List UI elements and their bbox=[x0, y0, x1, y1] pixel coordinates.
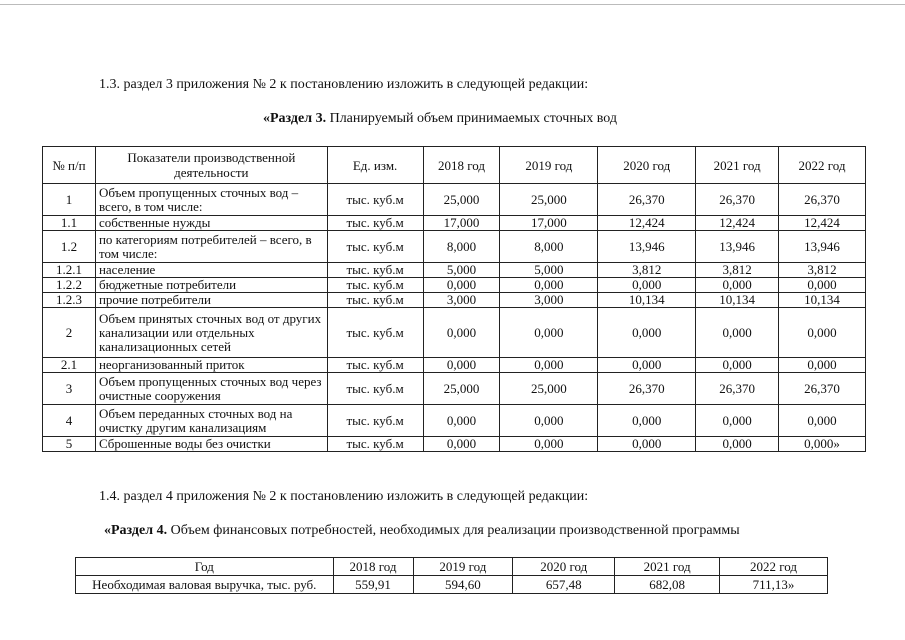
row-indicator: по категориям потребителей – всего, в том числе: bbox=[95, 231, 327, 263]
row-value-2022: 0,000 bbox=[779, 278, 866, 293]
row-value-2022: 3,812 bbox=[779, 263, 866, 278]
row-value-2021: 26,370 bbox=[696, 184, 779, 216]
row-value-2018: 17,000 bbox=[423, 216, 500, 231]
row-value-2020: 0,000 bbox=[598, 358, 696, 373]
table-row bbox=[43, 293, 866, 308]
row-value-2022: 12,424 bbox=[779, 216, 866, 231]
table-row bbox=[43, 437, 866, 452]
table4-header-2021: 2021 год bbox=[615, 558, 720, 576]
revenue-2020: 657,48 bbox=[513, 576, 615, 594]
row-value-2018: 25,000 bbox=[423, 373, 500, 405]
row-value-2018: 0,000 bbox=[423, 308, 500, 358]
col-header-2018: 2018 год bbox=[423, 147, 500, 184]
row-value-2022: 13,946 bbox=[779, 231, 866, 263]
row-value-2022: 0,000 bbox=[779, 405, 866, 437]
row-value-2019: 0,000 bbox=[500, 405, 598, 437]
table-row bbox=[43, 184, 866, 216]
row-number: 1.2 bbox=[43, 231, 96, 263]
table4-header-year: Год bbox=[76, 558, 334, 576]
page-top-edge bbox=[0, 4, 905, 5]
section-4-title bbox=[104, 523, 740, 539]
table3-header-row bbox=[43, 147, 866, 184]
table-row bbox=[43, 263, 866, 278]
row-value-2022: 10,134 bbox=[779, 293, 866, 308]
row-value-2021: 26,370 bbox=[696, 373, 779, 405]
row-value-2021: 0,000 bbox=[696, 405, 779, 437]
row-number: 1 bbox=[43, 184, 96, 216]
row-indicator: Объем пропущенных сточных вод через очистные сооружения bbox=[95, 373, 327, 405]
row-indicator: Сброшенные воды без очистки bbox=[95, 437, 327, 452]
section-3-title-rest: Планируемый объем принимаемых сточных вод bbox=[326, 111, 617, 126]
row-value-2019: 0,000 bbox=[500, 437, 598, 452]
row-value-2020: 0,000 bbox=[598, 437, 696, 452]
row-unit: тыс. куб.м bbox=[327, 184, 423, 216]
revenue-2019: 594,60 bbox=[413, 576, 513, 594]
table-row bbox=[43, 358, 866, 373]
row-unit: тыс. куб.м bbox=[327, 358, 423, 373]
col-header-unit: Ед. изм. bbox=[327, 147, 423, 184]
row-value-2018: 5,000 bbox=[423, 263, 500, 278]
revenue-2018: 559,91 bbox=[333, 576, 413, 594]
row-value-2018: 0,000 bbox=[423, 405, 500, 437]
row-value-2022: 26,370 bbox=[779, 373, 866, 405]
row-unit: тыс. куб.м bbox=[327, 373, 423, 405]
table4-revenue-row bbox=[76, 576, 828, 594]
row-unit: тыс. куб.м bbox=[327, 278, 423, 293]
row-value-2019: 17,000 bbox=[500, 216, 598, 231]
row-value-2019: 3,000 bbox=[500, 293, 598, 308]
col-header-2022: 2022 год bbox=[779, 147, 866, 184]
row-value-2021: 0,000 bbox=[696, 278, 779, 293]
table-row bbox=[43, 308, 866, 358]
row-number: 4 bbox=[43, 405, 96, 437]
row-value-2019: 25,000 bbox=[500, 373, 598, 405]
row-indicator: бюджетные потребители bbox=[95, 278, 327, 293]
row-indicator: прочие потребители bbox=[95, 293, 327, 308]
row-value-2020: 26,370 bbox=[598, 373, 696, 405]
row-value-2021: 0,000 bbox=[696, 437, 779, 452]
row-number: 3 bbox=[43, 373, 96, 405]
col-header-2021: 2021 год bbox=[696, 147, 779, 184]
table4-header-2019: 2019 год bbox=[413, 558, 513, 576]
table4-header-2020: 2020 год bbox=[513, 558, 615, 576]
section-4-title-rest: Объем финансовых потребностей, необходимых для реализации производственной программы bbox=[167, 523, 740, 538]
row-number: 1.1 bbox=[43, 216, 96, 231]
row-value-2022: 26,370 bbox=[779, 184, 866, 216]
row-number: 5 bbox=[43, 437, 96, 452]
section-1-3-text: 1.3. раздел 3 приложения № 2 к постановлению изложить в следующей редакции: bbox=[99, 77, 589, 92]
row-value-2021: 0,000 bbox=[696, 308, 779, 358]
row-number: 2 bbox=[43, 308, 96, 358]
table-row bbox=[43, 405, 866, 437]
revenue-2021: 682,08 bbox=[615, 576, 720, 594]
row-value-2018: 3,000 bbox=[423, 293, 500, 308]
row-value-2018: 8,000 bbox=[423, 231, 500, 263]
row-value-2020: 0,000 bbox=[598, 405, 696, 437]
row-indicator: Объем пропущенных сточных вод – всего, в том числе: bbox=[95, 184, 327, 216]
row-value-2019: 0,000 bbox=[500, 278, 598, 293]
financial-needs-table bbox=[75, 557, 828, 594]
col-header-indicator: Показатели производственной деятельности bbox=[95, 147, 327, 184]
row-value-2019: 0,000 bbox=[500, 308, 598, 358]
row-value-2020: 3,812 bbox=[598, 263, 696, 278]
row-value-2019: 8,000 bbox=[500, 231, 598, 263]
row-number: 1.2.3 bbox=[43, 293, 96, 308]
row-unit: тыс. куб.м bbox=[327, 216, 423, 231]
row-number: 1.2.1 bbox=[43, 263, 96, 278]
row-unit: тыс. куб.м bbox=[327, 231, 423, 263]
row-value-2019: 25,000 bbox=[500, 184, 598, 216]
row-indicator: Объем принятых сточных вод от других канализации или отдельных канализационных сетей bbox=[95, 308, 327, 358]
col-header-num: № п/п bbox=[43, 147, 96, 184]
row-unit: тыс. куб.м bbox=[327, 308, 423, 358]
row-value-2018: 25,000 bbox=[423, 184, 500, 216]
table4-header-2022: 2022 год bbox=[720, 558, 828, 576]
row-value-2021: 13,946 bbox=[696, 231, 779, 263]
row-value-2021: 0,000 bbox=[696, 358, 779, 373]
section-4-title-bold: «Раздел 4. bbox=[104, 523, 168, 538]
row-indicator: неорганизованный приток bbox=[95, 358, 327, 373]
row-value-2020: 10,134 bbox=[598, 293, 696, 308]
row-value-2021: 12,424 bbox=[696, 216, 779, 231]
row-value-2020: 0,000 bbox=[598, 308, 696, 358]
table4-header-2018: 2018 год bbox=[333, 558, 413, 576]
wastewater-volume-table bbox=[42, 146, 866, 452]
table-row bbox=[43, 231, 866, 263]
table-row bbox=[43, 278, 866, 293]
row-value-2020: 12,424 bbox=[598, 216, 696, 231]
table-row bbox=[43, 216, 866, 231]
table-row bbox=[43, 373, 866, 405]
row-unit: тыс. куб.м bbox=[327, 293, 423, 308]
row-value-2019: 0,000 bbox=[500, 358, 598, 373]
row-value-2022: 0,000» bbox=[779, 437, 866, 452]
row-value-2018: 0,000 bbox=[423, 278, 500, 293]
row-unit: тыс. куб.м bbox=[327, 263, 423, 278]
row-value-2020: 26,370 bbox=[598, 184, 696, 216]
row-indicator: население bbox=[95, 263, 327, 278]
row-value-2022: 0,000 bbox=[779, 358, 866, 373]
row-value-2020: 0,000 bbox=[598, 278, 696, 293]
section-3-title-bold: «Раздел 3. bbox=[263, 111, 327, 126]
row-indicator: собственные нужды bbox=[95, 216, 327, 231]
row-value-2018: 0,000 bbox=[423, 358, 500, 373]
row-number: 2.1 bbox=[43, 358, 96, 373]
revenue-label: Необходимая валовая выручка, тыс. руб. bbox=[76, 576, 334, 594]
revenue-2022: 711,13» bbox=[720, 576, 828, 594]
row-unit: тыс. куб.м bbox=[327, 437, 423, 452]
section-1-4-text: 1.4. раздел 4 приложения № 2 к постановлению изложить в следующей редакции: bbox=[99, 489, 589, 504]
row-value-2021: 10,134 bbox=[696, 293, 779, 308]
row-unit: тыс. куб.м bbox=[327, 405, 423, 437]
row-value-2020: 13,946 bbox=[598, 231, 696, 263]
row-value-2021: 3,812 bbox=[696, 263, 779, 278]
row-value-2018: 0,000 bbox=[423, 437, 500, 452]
row-number: 1.2.2 bbox=[43, 278, 96, 293]
row-value-2019: 5,000 bbox=[500, 263, 598, 278]
table4-header-row bbox=[76, 558, 828, 576]
section-3-title bbox=[263, 111, 617, 127]
col-header-2019: 2019 год bbox=[500, 147, 598, 184]
row-value-2022: 0,000 bbox=[779, 308, 866, 358]
col-header-2020: 2020 год bbox=[598, 147, 696, 184]
row-indicator: Объем переданных сточных вод на очистку другим канализациям bbox=[95, 405, 327, 437]
